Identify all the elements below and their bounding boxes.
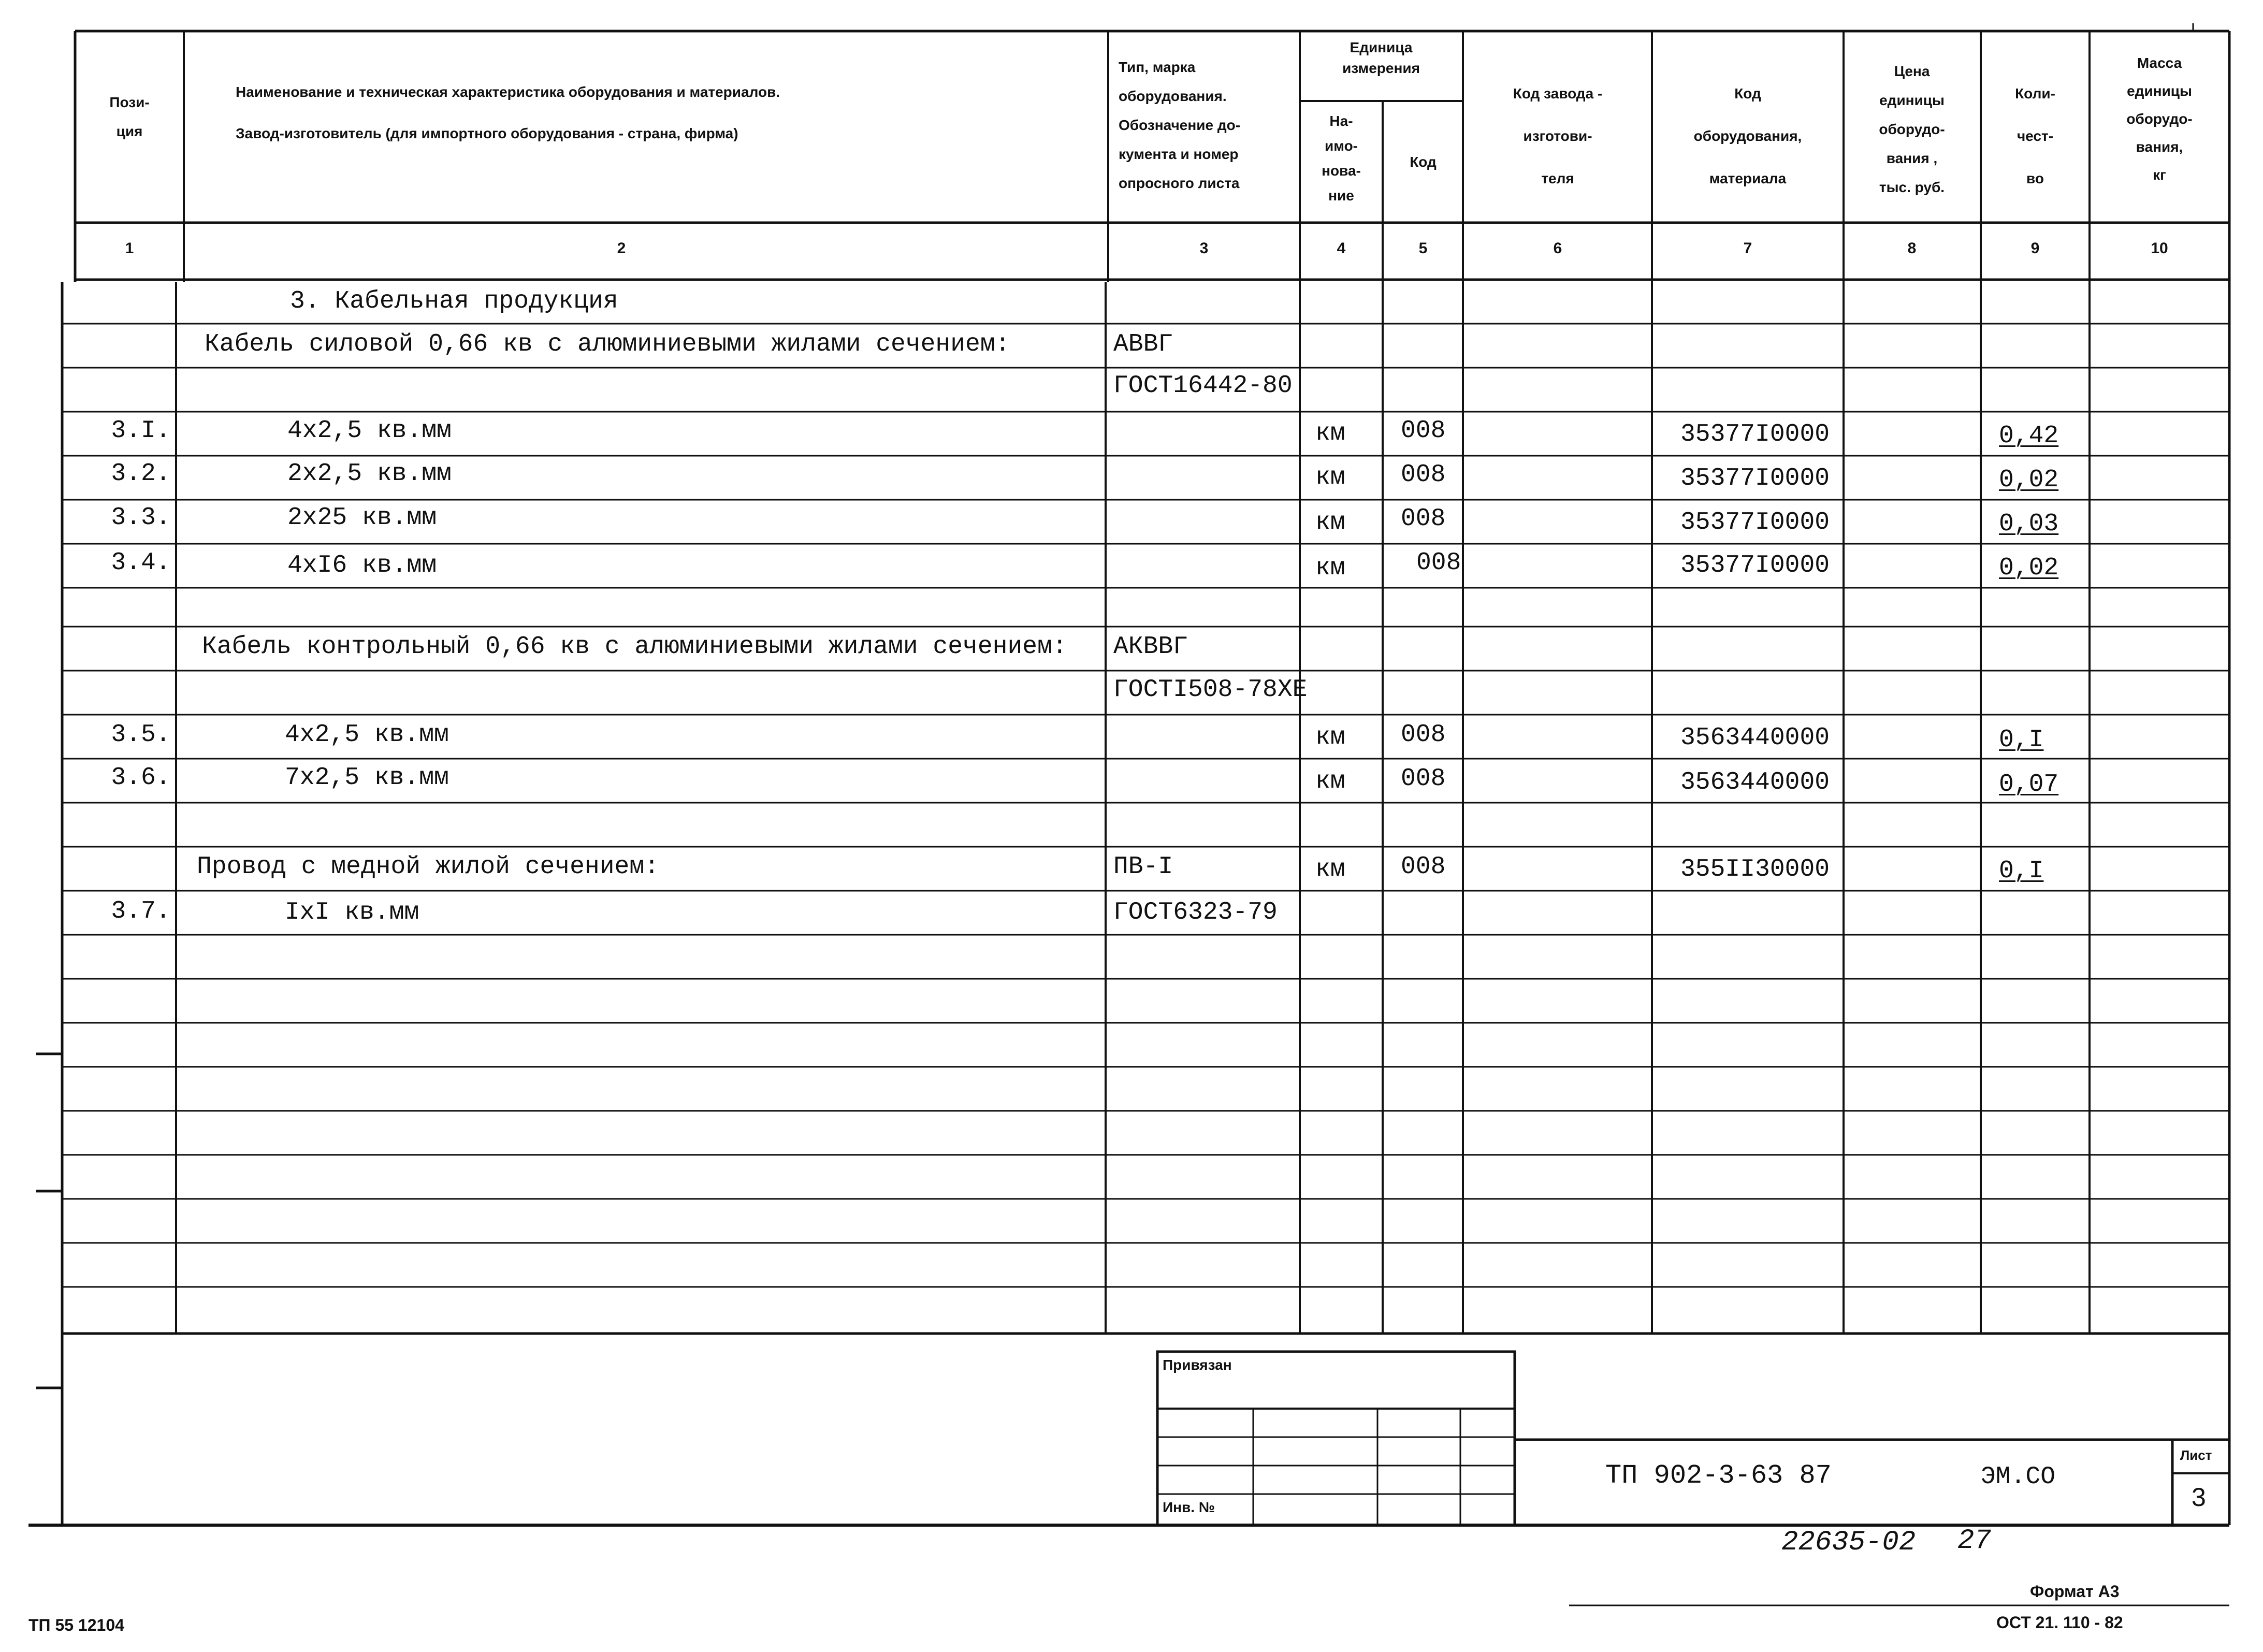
item-equipment-code: 35377I0000 xyxy=(1680,509,1830,537)
item-unit-code: 008 xyxy=(1416,549,1461,577)
item-unit-code: 008 xyxy=(1401,461,1446,489)
item-position: 3.4. xyxy=(111,549,171,577)
item-unit: км xyxy=(1315,509,1345,537)
sheet-number: 3 xyxy=(2192,1483,2206,1512)
item-position: 3.5. xyxy=(111,721,171,749)
item-equipment-code: 35377I0000 xyxy=(1680,421,1830,448)
item-name: 4х2,5 кв.мм xyxy=(287,417,452,445)
document-code: ТП 902-3-63 87 xyxy=(1605,1460,1832,1491)
item-position: 3.2. xyxy=(111,460,171,488)
footer-code: ТП 55 12104 xyxy=(28,1616,124,1634)
item-equipment-code: 355II30000 xyxy=(1680,856,1830,883)
section-title: 3. Кабельная продукция xyxy=(290,287,618,315)
column-number: 4 xyxy=(1337,240,1346,257)
header-manufacturer-code: Код завода - изготови- теля xyxy=(1513,85,1603,186)
item-position: 3.6. xyxy=(111,764,171,792)
item-name: IхI кв.мм xyxy=(285,899,419,926)
header-position: Пози- ция xyxy=(109,94,150,139)
header-unit-group: Единица измерения xyxy=(1342,39,1420,76)
item-unit-code: 008 xyxy=(1401,505,1446,533)
header-unit-mass: Масса единицы оборудо- вания, кг xyxy=(2126,55,2193,183)
stamp-linked-label: Привязан xyxy=(1163,1357,1232,1373)
header-unit-price: Цена единицы оборудо- вания , тыс. руб. xyxy=(1879,63,1945,195)
item-unit: км xyxy=(1315,856,1345,883)
item-position: 3.7. xyxy=(111,897,171,925)
stamp-inventory-label: Инв. № xyxy=(1163,1499,1215,1515)
item-name: Кабель силовой 0,66 кв с алюминиевыми жилами сечением: xyxy=(205,330,1010,358)
column-number: 3 xyxy=(1199,240,1209,257)
item-name: Провод с медной жилой сечением: xyxy=(197,853,659,881)
item-quantity: 0,07 xyxy=(1999,771,2059,799)
table-grid xyxy=(28,23,2229,1605)
item-quantity: 0,03 xyxy=(1999,510,2059,538)
item-name: 2х2,5 кв.мм xyxy=(287,460,452,488)
item-unit: км xyxy=(1315,463,1345,491)
column-number: 9 xyxy=(2030,240,2040,257)
header-type: Тип, марка оборудования. Обозначение до- кумента и номер опросного листа xyxy=(1119,59,1241,191)
item-name: 4хI6 кв.мм xyxy=(287,552,437,579)
column-number: 6 xyxy=(1553,240,1562,257)
item-unit: км xyxy=(1315,723,1345,751)
item-type: ГОСТ6323-79 xyxy=(1113,899,1278,926)
item-name: 2х25 кв.мм xyxy=(287,504,437,532)
item-quantity: 0,I xyxy=(1999,726,2044,754)
item-name: 7х2,5 кв.мм xyxy=(285,764,449,792)
document-mark: ЭМ.СО xyxy=(1981,1463,2056,1491)
footer-format: Формат А3 xyxy=(2030,1582,2120,1601)
column-number: 2 xyxy=(617,240,626,257)
column-number: 5 xyxy=(1418,240,1428,257)
header-unit-name: На- имо- нова- ние xyxy=(1322,113,1361,204)
archive-page: 27 xyxy=(1957,1525,1991,1557)
item-equipment-code: 35377I0000 xyxy=(1680,465,1830,492)
item-equipment-code: 3563440000 xyxy=(1680,769,1830,796)
item-type: ГОСТI508-78ХЕ xyxy=(1113,676,1308,704)
item-type: АВВГ xyxy=(1113,330,1173,358)
item-position: 3.I. xyxy=(111,417,171,445)
column-number: 8 xyxy=(1907,240,1917,257)
sheet-label: Лист xyxy=(2180,1447,2212,1463)
item-quantity: 0,42 xyxy=(1999,422,2059,450)
item-unit-code: 008 xyxy=(1401,765,1446,793)
item-unit-code: 008 xyxy=(1401,417,1446,445)
item-unit: км xyxy=(1315,554,1345,582)
item-quantity: 0,I xyxy=(1999,857,2044,885)
item-name: Кабель контрольный 0,66 кв с алюминиевыми жилами сечением: xyxy=(202,633,1067,661)
item-name: 4х2,5 кв.мм xyxy=(285,721,449,749)
column-number: 1 xyxy=(125,240,134,257)
item-type: ПВ-I xyxy=(1113,853,1173,881)
item-type: ГОСТ16442-80 xyxy=(1113,372,1293,400)
item-unit-code: 008 xyxy=(1401,721,1446,749)
header-name: Наименование и техническая характеристика оборудования и материалов. Завод-изготовитель (для импортного оборудования - страна, фирма) xyxy=(236,84,780,141)
item-quantity: 0,02 xyxy=(1999,466,2059,494)
column-number: 7 xyxy=(1743,240,1752,257)
item-quantity: 0,02 xyxy=(1999,554,2059,582)
item-position: 3.3. xyxy=(111,504,171,532)
item-equipment-code: 3563440000 xyxy=(1680,724,1830,752)
archive-number: 22635-02 xyxy=(1781,1527,1916,1558)
header-unit-code: Код xyxy=(1410,154,1437,170)
header-quantity: Коли- чест- во xyxy=(2015,85,2055,186)
column-number: 10 xyxy=(2151,240,2168,257)
item-type: АКВВГ xyxy=(1113,633,1188,661)
item-unit: км xyxy=(1315,767,1345,795)
item-unit: км xyxy=(1315,419,1345,447)
item-unit-code: 008 xyxy=(1401,853,1446,881)
footer-standard: ОСТ 21. 110 - 82 xyxy=(1996,1613,2123,1632)
item-equipment-code: 35377I0000 xyxy=(1680,552,1830,579)
header-equipment-code: Код оборудования, материала xyxy=(1693,85,1802,186)
